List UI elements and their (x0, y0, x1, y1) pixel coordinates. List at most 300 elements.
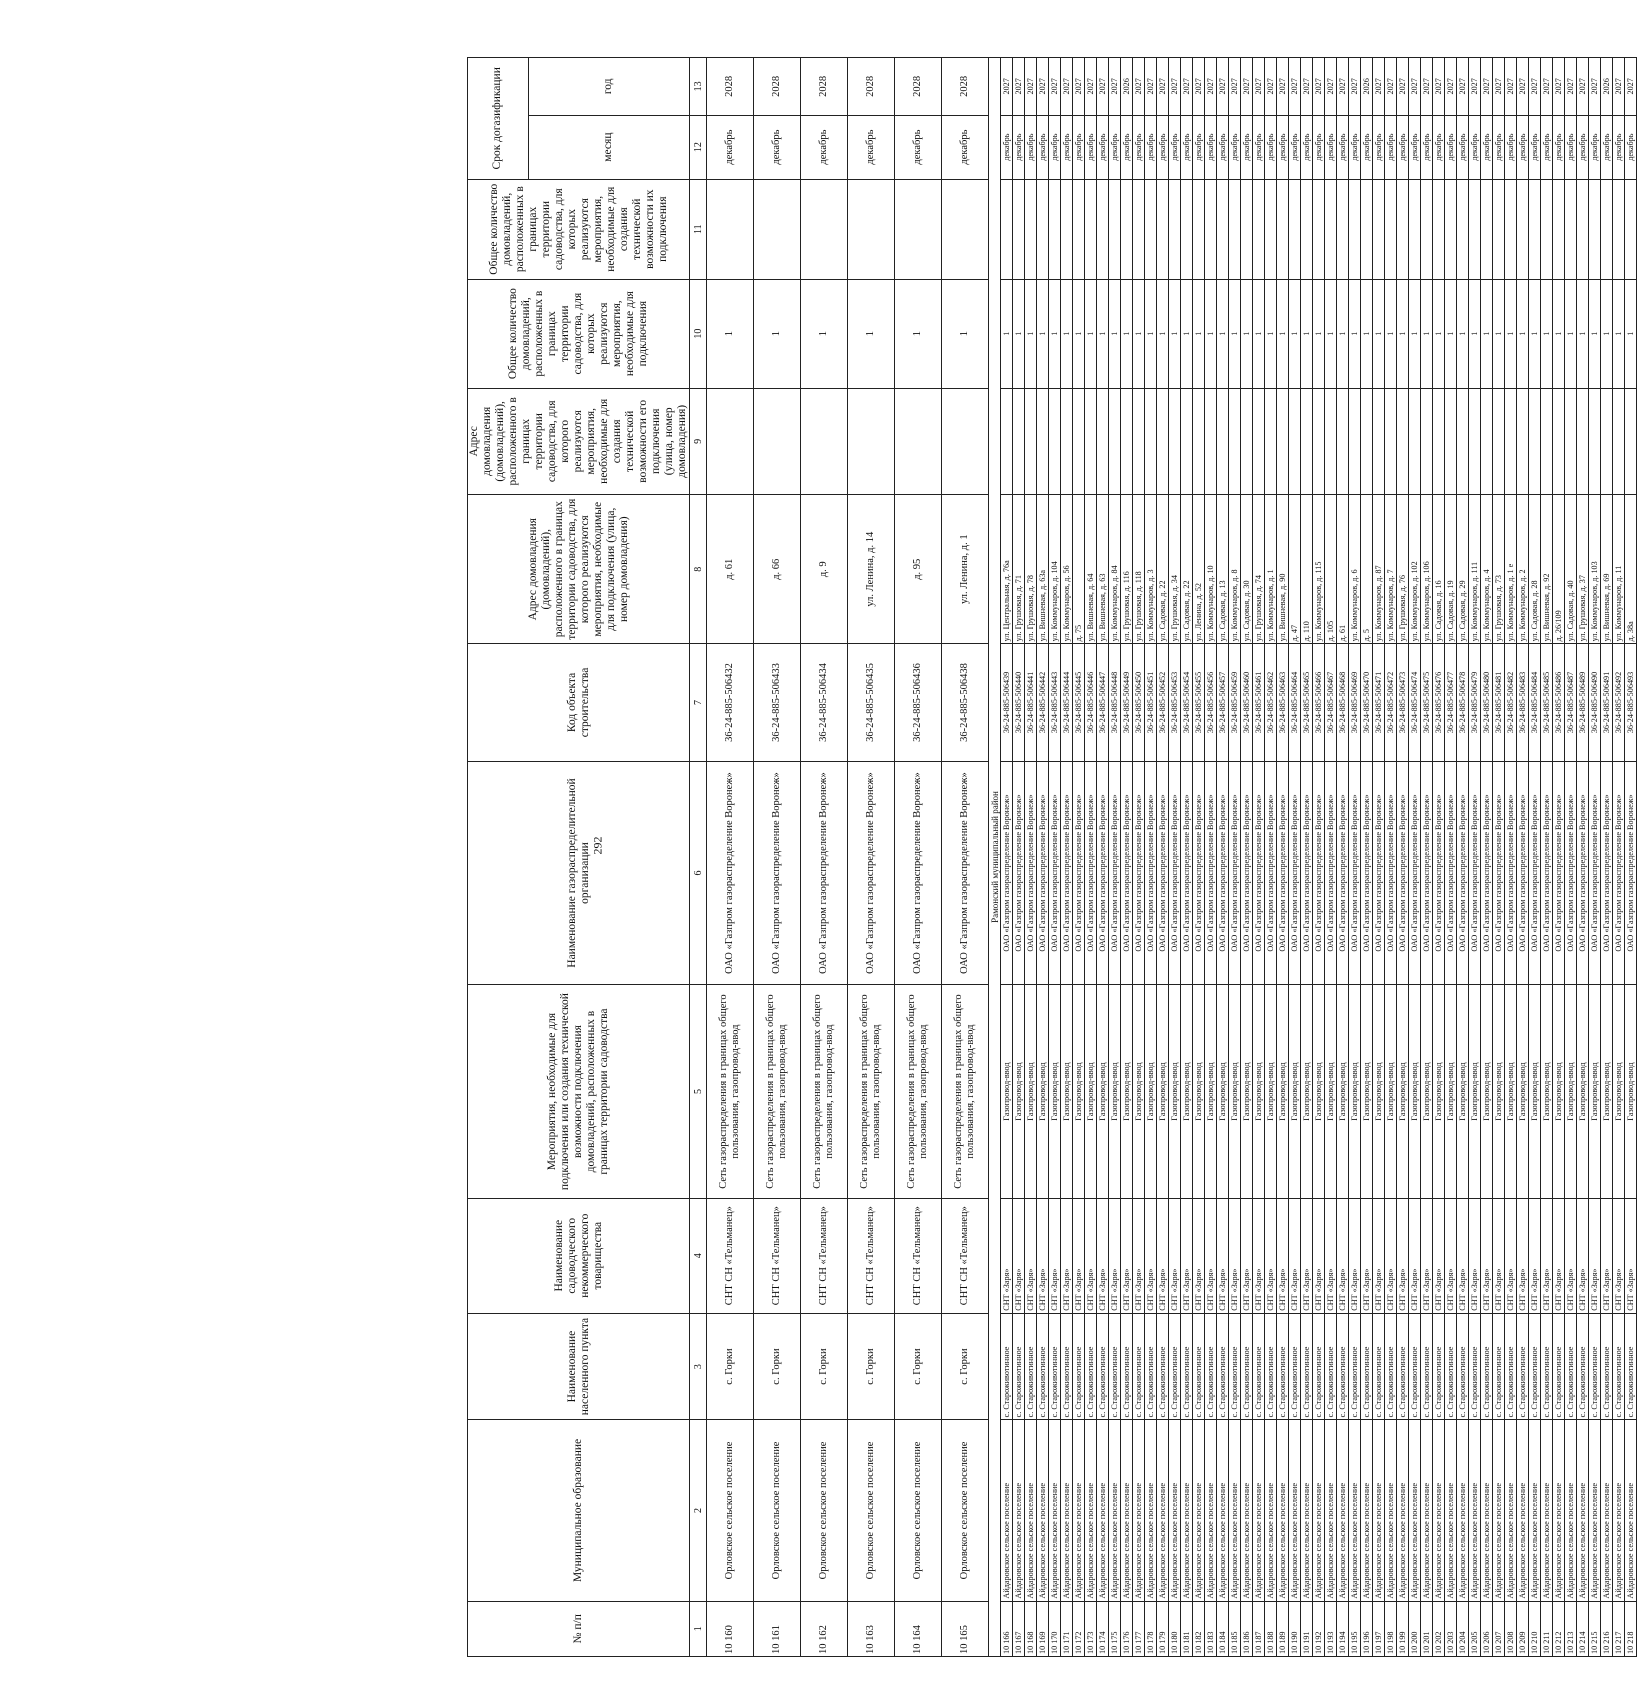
settlement-cell: с. Староживотинное (1181, 1313, 1193, 1420)
object-code-cell: 36-24-885-506463 (1277, 644, 1289, 761)
year-cell: 2027 (1493, 58, 1505, 116)
row-number: 10 203 (1445, 1601, 1457, 1656)
count-cell: 1 (1133, 279, 1145, 388)
month-cell: декабрь (1025, 115, 1037, 179)
object-code-cell: 36-24-885-506490 (1589, 644, 1601, 761)
address-technical-cell (1325, 388, 1337, 495)
gas-org-cell: ОАО «Газпром газораспределение Воронеж» (1421, 761, 1433, 985)
count-cell: 1 (1193, 279, 1205, 388)
row-number: 10 185 (1229, 1601, 1241, 1656)
count-technical-cell (801, 179, 848, 279)
count-technical-cell (1409, 179, 1421, 279)
table-row (1133, 58, 1145, 1657)
municipality-cell: Айдаровское сельское поселение (1529, 1420, 1541, 1601)
address-cell: ул. Коммунаров, д. 102 (1409, 495, 1421, 644)
object-code-cell: 36-24-885-506475 (1421, 644, 1433, 761)
row-number: 10 208 (1505, 1601, 1517, 1656)
object-code-cell: 36-24-885-506445 (1073, 644, 1085, 761)
snt-cell: СНТ «Заря» (1349, 1198, 1361, 1313)
address-cell: д. 61 (707, 495, 754, 644)
object-code-cell: 36-24-885-506476 (1433, 644, 1445, 761)
municipality-cell: Айдаровское сельское поселение (1049, 1420, 1061, 1601)
municipality-cell: Айдаровское сельское поселение (1289, 1420, 1301, 1601)
settlement-cell: с. Староживотинное (1145, 1313, 1157, 1420)
snt-cell: СНТ «Заря» (1073, 1198, 1085, 1313)
settlement-cell: с. Староживотинное (1589, 1313, 1601, 1420)
address-technical-cell (1037, 388, 1049, 495)
snt-cell: СНТ «Заря» (1481, 1198, 1493, 1313)
address-cell: ул. Грушовая, д. 37 (1577, 495, 1589, 644)
settlement-cell: с. Староживотинное (1457, 1313, 1469, 1420)
count-cell: 1 (707, 279, 754, 388)
row-number: 10 198 (1385, 1601, 1397, 1656)
year-cell: 2027 (1133, 58, 1145, 116)
count-technical-cell (1481, 179, 1493, 279)
measures-cell: Газопровод-ввод (1421, 985, 1433, 1198)
header-address-connection: Адрес домовладения (домовладений), расположенного в границах территории садоводства, для которого реализуются мероприятия, необходимые для подключения (улица, номер домовладения) (468, 495, 690, 644)
gas-org-cell: ОАО «Газпром газораспределение Воронеж» (1313, 761, 1325, 985)
measures-cell: Газопровод-ввод (1565, 985, 1577, 1198)
table-row (1013, 58, 1025, 1657)
address-cell: д. 66 (754, 495, 801, 644)
gas-org-cell: ОАО «Газпром газораспределение Воронеж» (942, 761, 989, 985)
count-technical-cell (1253, 179, 1265, 279)
count-cell: 1 (1529, 279, 1541, 388)
year-cell: 2027 (1085, 58, 1097, 116)
table-row (1145, 58, 1157, 1657)
measures-cell: Газопровод-ввод (1409, 985, 1421, 1198)
measures-cell: Газопровод-ввод (1349, 985, 1361, 1198)
snt-cell: СНТ «Заря» (1049, 1198, 1061, 1313)
gas-org-cell: ОАО «Газпром газораспределение Воронеж» (1037, 761, 1049, 985)
year-cell: 2027 (1289, 58, 1301, 116)
month-cell: декабрь (1481, 115, 1493, 179)
settlement-cell: с. Староживотинное (1109, 1313, 1121, 1420)
month-cell: декабрь (801, 115, 848, 179)
gasification-table (467, 57, 1637, 1657)
measures-cell: Газопровод-ввод (1013, 985, 1025, 1198)
table-row (1085, 58, 1097, 1657)
count-technical-cell (1013, 179, 1025, 279)
count-technical-cell (1001, 179, 1013, 279)
column-number: 10 (690, 279, 707, 388)
row-number: 10 214 (1577, 1601, 1589, 1656)
gas-org-cell: ОАО «Газпром газораспределение Воронеж» (1253, 761, 1265, 985)
address-technical-cell (1481, 388, 1493, 495)
table-row (707, 58, 754, 1657)
month-cell: декабрь (1457, 115, 1469, 179)
address-technical-cell (1145, 388, 1157, 495)
object-code-cell: 36-24-885-506480 (1481, 644, 1493, 761)
object-code-cell: 36-24-885-506449 (1121, 644, 1133, 761)
count-cell: 1 (1613, 279, 1625, 388)
year-cell: 2027 (1433, 58, 1445, 116)
table-row (1193, 58, 1205, 1657)
snt-cell: СНТ «Заря» (1409, 1198, 1421, 1313)
address-technical-cell (1361, 388, 1373, 495)
snt-cell: СНТ «Заря» (1373, 1198, 1385, 1313)
month-cell: декабрь (1229, 115, 1241, 179)
month-cell: декабрь (1241, 115, 1253, 179)
column-number: 4 (690, 1198, 707, 1313)
snt-cell: СНТ СН «Тельманец» (754, 1198, 801, 1313)
object-code-cell: 36-24-885-506432 (707, 644, 754, 761)
year-cell: 2028 (707, 58, 754, 116)
snt-cell: СНТ «Заря» (1289, 1198, 1301, 1313)
count-cell: 1 (1445, 279, 1457, 388)
snt-cell: СНТ «Заря» (1505, 1198, 1517, 1313)
address-cell: ул. Вишневая, д. 63 (1097, 495, 1109, 644)
object-code-cell: 36-24-885-506461 (1253, 644, 1265, 761)
table-row (1205, 58, 1217, 1657)
month-cell: декабрь (707, 115, 754, 179)
count-cell: 1 (1517, 279, 1529, 388)
address-cell: ул. Коммунаров, д. 115 (1313, 495, 1325, 644)
municipality-cell: Айдаровское сельское поселение (1265, 1420, 1277, 1601)
column-numbers-row (690, 58, 707, 1657)
address-cell: ул. Коммунаров, д. 103 (1589, 495, 1601, 644)
month-cell: декабрь (1265, 115, 1277, 179)
count-cell: 1 (1241, 279, 1253, 388)
address-technical-cell (1217, 388, 1229, 495)
row-number: 10 209 (1517, 1601, 1529, 1656)
count-technical-cell (1181, 179, 1193, 279)
count-technical-cell (1337, 179, 1349, 279)
row-number: 10 192 (1313, 1601, 1325, 1656)
gas-org-cell: ОАО «Газпром газораспределение Воронеж» (1577, 761, 1589, 985)
row-number: 10 182 (1193, 1601, 1205, 1656)
count-cell: 1 (1229, 279, 1241, 388)
month-cell: декабрь (1541, 115, 1553, 179)
gas-org-cell: ОАО «Газпром газораспределение Воронеж» (1517, 761, 1529, 985)
address-cell: ул. Садовая, д. 16 (1433, 495, 1445, 644)
row-number: 10 163 (848, 1601, 895, 1656)
count-technical-cell (942, 179, 989, 279)
address-technical-cell (707, 388, 754, 495)
table-row (1253, 58, 1265, 1657)
municipality-cell: Айдаровское сельское поселение (1169, 1420, 1181, 1601)
municipality-cell: Айдаровское сельское поселение (1481, 1420, 1493, 1601)
snt-cell: СНТ СН «Тельманец» (942, 1198, 989, 1313)
municipality-cell: Айдаровское сельское поселение (1097, 1420, 1109, 1601)
count-cell: 1 (1481, 279, 1493, 388)
count-technical-cell (1241, 179, 1253, 279)
address-technical-cell (754, 388, 801, 495)
address-cell: д. 26/109 (1553, 495, 1565, 644)
table-row (1073, 58, 1085, 1657)
table-row (1061, 58, 1073, 1657)
column-number: 6 (690, 761, 707, 985)
address-cell: ул. Грушовая, д. 71 (1013, 495, 1025, 644)
municipality-cell: Айдаровское сельское поселение (1337, 1420, 1349, 1601)
municipality-cell: Айдаровское сельское поселение (1181, 1420, 1193, 1601)
municipality-cell: Айдаровское сельское поселение (1493, 1420, 1505, 1601)
count-cell: 1 (1373, 279, 1385, 388)
count-technical-cell (1229, 179, 1241, 279)
gas-org-cell: ОАО «Газпром газораспределение Воронеж» (1385, 761, 1397, 985)
gas-org-cell: ОАО «Газпром газораспределение Воронеж» (1505, 761, 1517, 985)
row-number: 10 204 (1457, 1601, 1469, 1656)
table-row (1493, 58, 1505, 1657)
month-cell: декабрь (1469, 115, 1481, 179)
year-cell: 2027 (1109, 58, 1121, 116)
settlement-cell: с. Староживотинное (1085, 1313, 1097, 1420)
municipality-cell: Айдаровское сельское поселение (1301, 1420, 1313, 1601)
object-code-cell: 36-24-885-506471 (1373, 644, 1385, 761)
object-code-cell: 36-24-885-506484 (1529, 644, 1541, 761)
gas-org-cell: ОАО «Газпром газораспределение Воронеж» (1493, 761, 1505, 985)
address-cell: д. 95 (895, 495, 942, 644)
address-cell: д. 5 (1361, 495, 1373, 644)
table-row (1457, 58, 1469, 1657)
address-technical-cell (801, 388, 848, 495)
gas-org-cell: ОАО «Газпром газораспределение Воронеж» (801, 761, 848, 985)
snt-cell: СНТ СН «Тельманец» (848, 1198, 895, 1313)
row-number: 10 201 (1421, 1601, 1433, 1656)
municipality-cell: Орловское сельское поселение (848, 1420, 895, 1601)
month-cell: декабрь (1589, 115, 1601, 179)
settlement-cell: с. Староживотинное (1349, 1313, 1361, 1420)
table-row (1097, 58, 1109, 1657)
month-cell: декабрь (1073, 115, 1085, 179)
count-technical-cell (1457, 179, 1469, 279)
object-code-cell: 36-24-885-506486 (1553, 644, 1565, 761)
year-cell: 2028 (801, 58, 848, 116)
count-technical-cell (1301, 179, 1313, 279)
address-technical-cell (1385, 388, 1397, 495)
settlement-cell: с. Староживотинное (1493, 1313, 1505, 1420)
settlement-cell: с. Староживотинное (1073, 1313, 1085, 1420)
count-technical-cell (707, 179, 754, 279)
count-cell: 1 (1205, 279, 1217, 388)
year-cell: 2027 (1325, 58, 1337, 116)
address-cell: ул. Коммунаров, д. 56 (1061, 495, 1073, 644)
header-object-code: Код объекта строительства (468, 644, 690, 761)
address-technical-cell (1193, 388, 1205, 495)
gas-org-cell: ОАО «Газпром газораспределение Воронеж» (707, 761, 754, 985)
count-technical-cell (1289, 179, 1301, 279)
count-cell: 1 (895, 279, 942, 388)
count-technical-cell (1265, 179, 1277, 279)
month-cell: декабрь (895, 115, 942, 179)
measures-cell: Газопровод-ввод (1505, 985, 1517, 1198)
table-row (1049, 58, 1061, 1657)
settlement-cell: с. Староживотинное (1397, 1313, 1409, 1420)
address-technical-cell (1025, 388, 1037, 495)
settlement-cell: с. Горки (707, 1313, 754, 1420)
address-technical-cell (1337, 388, 1349, 495)
settlement-cell: с. Староживотинное (1325, 1313, 1337, 1420)
year-cell: 2027 (1037, 58, 1049, 116)
measures-cell: Газопровод-ввод (1481, 985, 1493, 1198)
object-code-cell: 36-24-885-506469 (1349, 644, 1361, 761)
gas-org-cell: ОАО «Газпром газораспределение Воронеж» (1373, 761, 1385, 985)
count-technical-cell (848, 179, 895, 279)
year-cell: 2027 (1313, 58, 1325, 116)
count-cell: 1 (1625, 279, 1637, 388)
snt-cell: СНТ «Заря» (1529, 1198, 1541, 1313)
address-cell: ул. Центральная, д. 76а (1001, 495, 1013, 644)
object-code-cell: 36-24-885-506455 (1193, 644, 1205, 761)
year-cell: 2027 (1337, 58, 1349, 116)
municipality-cell: Орловское сельское поселение (707, 1420, 754, 1601)
municipality-cell: Айдаровское сельское поселение (1625, 1420, 1637, 1601)
month-cell: декабрь (1433, 115, 1445, 179)
month-cell: декабрь (1205, 115, 1217, 179)
gas-org-cell: ОАО «Газпром газораспределение Воронеж» (1109, 761, 1121, 985)
header-count-technical: Общее количество домовладений, расположенных в границах территории садоводства, для которых реализуются мероприятия, необходимые для создания технической возможности их подключения (468, 179, 690, 279)
count-cell: 1 (1469, 279, 1481, 388)
table-row (1589, 58, 1601, 1657)
column-number: 11 (690, 179, 707, 279)
count-cell: 1 (1277, 279, 1289, 388)
snt-cell: СНТ «Заря» (1253, 1198, 1265, 1313)
count-cell: 1 (1049, 279, 1061, 388)
table-row (1157, 58, 1169, 1657)
count-technical-cell (1217, 179, 1229, 279)
header-measures: Мероприятия, необходимые для подключения или создания технической возможности подключения домовладений, расположенных в границах территории садоводства (468, 985, 690, 1198)
settlement-cell: с. Староживотинное (1541, 1313, 1553, 1420)
settlement-cell: с. Староживотинное (1409, 1313, 1421, 1420)
snt-cell: СНТ «Заря» (1061, 1198, 1073, 1313)
gas-org-cell: ОАО «Газпром газораспределение Воронеж» (1169, 761, 1181, 985)
row-number: 10 175 (1109, 1601, 1121, 1656)
municipality-cell: Айдаровское сельское поселение (1373, 1420, 1385, 1601)
row-number: 10 170 (1049, 1601, 1061, 1656)
count-technical-cell (1325, 179, 1337, 279)
measures-cell: Газопровод-ввод (1553, 985, 1565, 1198)
table-row (1445, 58, 1457, 1657)
gas-org-cell: ОАО «Газпром газораспределение Воронеж» (1529, 761, 1541, 985)
measures-cell: Газопровод-ввод (1085, 985, 1097, 1198)
measures-cell: Газопровод-ввод (1289, 985, 1301, 1198)
count-cell: 1 (1013, 279, 1025, 388)
address-technical-cell (1445, 388, 1457, 495)
gas-org-cell: ОАО «Газпром газораспределение Воронеж» (1625, 761, 1637, 985)
measures-cell: Газопровод-ввод (1445, 985, 1457, 1198)
address-technical-cell (1265, 388, 1277, 495)
settlement-cell: с. Староживотинное (1013, 1313, 1025, 1420)
address-technical-cell (1313, 388, 1325, 495)
row-number: 10 217 (1613, 1601, 1625, 1656)
municipality-cell: Айдаровское сельское поселение (1193, 1420, 1205, 1601)
table-row (1121, 58, 1133, 1657)
count-technical-cell (1613, 179, 1625, 279)
year-cell: 2027 (1277, 58, 1289, 116)
municipality-cell: Айдаровское сельское поселение (1457, 1420, 1469, 1601)
row-number: 10 178 (1145, 1601, 1157, 1656)
row-number: 10 200 (1409, 1601, 1421, 1656)
snt-cell: СНТ «Заря» (1553, 1198, 1565, 1313)
gas-org-cell: ОАО «Газпром газораспределение Воронеж» (1481, 761, 1493, 985)
object-code-cell: 36-24-885-506457 (1217, 644, 1229, 761)
count-technical-cell (1157, 179, 1169, 279)
month-cell: декабрь (1613, 115, 1625, 179)
snt-cell: СНТ «Заря» (1013, 1198, 1025, 1313)
settlement-cell: с. Староживотинное (1529, 1313, 1541, 1420)
count-technical-cell (1133, 179, 1145, 279)
object-code-cell: 36-24-885-506446 (1085, 644, 1097, 761)
municipality-cell: Айдаровское сельское поселение (1157, 1420, 1169, 1601)
count-cell: 1 (1349, 279, 1361, 388)
month-cell: декабрь (754, 115, 801, 179)
year-cell: 2027 (1625, 58, 1637, 116)
measures-cell: Газопровод-ввод (1133, 985, 1145, 1198)
year-cell: 2028 (942, 58, 989, 116)
snt-cell: СНТ «Заря» (1205, 1198, 1217, 1313)
municipality-cell: Айдаровское сельское поселение (1145, 1420, 1157, 1601)
year-cell: 2027 (1469, 58, 1481, 116)
count-technical-cell (1037, 179, 1049, 279)
count-cell: 1 (754, 279, 801, 388)
month-cell: декабрь (1109, 115, 1121, 179)
row-number: 10 196 (1361, 1601, 1373, 1656)
object-code-cell: 36-24-885-506466 (1313, 644, 1325, 761)
gas-org-cell: ОАО «Газпром газораспределение Воронеж» (1445, 761, 1457, 985)
count-cell: 1 (1157, 279, 1169, 388)
count-cell: 1 (1121, 279, 1133, 388)
table-row (1241, 58, 1253, 1657)
count-cell: 1 (1385, 279, 1397, 388)
municipality-cell: Айдаровское сельское поселение (1253, 1420, 1265, 1601)
row-number: 10 218 (1625, 1601, 1637, 1656)
row-number: 10 174 (1097, 1601, 1109, 1656)
gas-org-cell: ОАО «Газпром газораспределение Воронеж» (1277, 761, 1289, 985)
address-technical-cell (1565, 388, 1577, 495)
header-month: месяц (528, 115, 689, 179)
object-code-cell: 36-24-885-506482 (1505, 644, 1517, 761)
settlement-cell: с. Староживотинное (1577, 1313, 1589, 1420)
year-cell: 2027 (1517, 58, 1529, 116)
address-technical-cell (1253, 388, 1265, 495)
object-code-cell: 36-24-885-506491 (1601, 644, 1613, 761)
snt-cell: СНТ «Заря» (1109, 1198, 1121, 1313)
row-number: 10 165 (942, 1601, 989, 1656)
municipality-cell: Айдаровское сельское поселение (1553, 1420, 1565, 1601)
measures-cell: Сеть газораспределения в границах общего пользования, газопровод-ввод (801, 985, 848, 1198)
row-number: 10 186 (1241, 1601, 1253, 1656)
address-technical-cell (1409, 388, 1421, 495)
measures-cell: Газопровод-ввод (1001, 985, 1013, 1198)
count-cell: 1 (1253, 279, 1265, 388)
measures-cell: Газопровод-ввод (1277, 985, 1289, 1198)
count-cell: 1 (1037, 279, 1049, 388)
table-row (942, 58, 989, 1657)
table-row (1325, 58, 1337, 1657)
snt-cell: СНТ «Заря» (1397, 1198, 1409, 1313)
address-cell: ул. Садовая, д. 28 (1529, 495, 1541, 644)
gas-org-cell: ОАО «Газпром газораспределение Воронеж» (1325, 761, 1337, 985)
object-code-cell: 36-24-885-506493 (1625, 644, 1637, 761)
row-number: 10 194 (1337, 1601, 1349, 1656)
address-technical-cell (942, 388, 989, 495)
gas-org-cell: ОАО «Газпром газораспределение Воронеж» (1217, 761, 1229, 985)
row-number: 10 190 (1289, 1601, 1301, 1656)
address-cell: ул. Садовая, д. 13 (1217, 495, 1229, 644)
object-code-cell: 36-24-885-506472 (1385, 644, 1397, 761)
snt-cell: СНТ «Заря» (1229, 1198, 1241, 1313)
object-code-cell: 36-24-885-506448 (1109, 644, 1121, 761)
address-cell: ул. Грушовая, д. 116 (1121, 495, 1133, 644)
address-cell: д. 61 (1337, 495, 1349, 644)
table-header (468, 58, 707, 1657)
settlement-cell: с. Староживотинное (1001, 1313, 1013, 1420)
count-cell: 1 (1181, 279, 1193, 388)
snt-cell: СНТ «Заря» (1193, 1198, 1205, 1313)
address-technical-cell (1613, 388, 1625, 495)
object-code-cell: 36-24-885-506436 (895, 644, 942, 761)
gas-org-cell: ОАО «Газпром газораспределение Воронеж» (1241, 761, 1253, 985)
